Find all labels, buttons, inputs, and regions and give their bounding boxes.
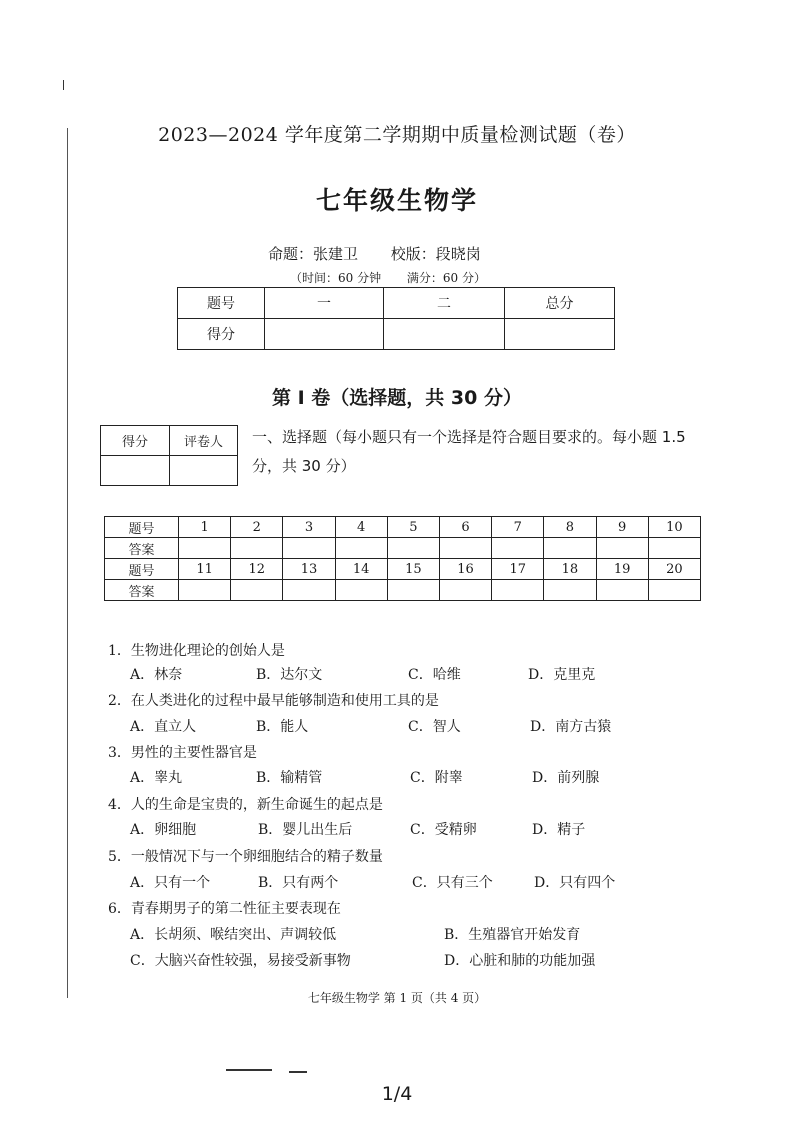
question-number: 4	[335, 517, 387, 538]
question-stem: 1．生物进化理论的创始人是	[108, 643, 285, 659]
question-number: 10	[648, 517, 700, 538]
answer-cell	[439, 580, 491, 601]
answer-cell	[231, 538, 283, 559]
scan-mark	[289, 1071, 307, 1073]
exam-time: （时间：60 分钟	[290, 271, 382, 285]
answer-cell	[648, 538, 700, 559]
question-number: 14	[335, 559, 387, 580]
answer-cell	[231, 580, 283, 601]
option-a: A．长胡须、喉结突出、声调较低	[130, 927, 337, 943]
question-number: 1	[179, 517, 231, 538]
score-cell-part1	[265, 319, 384, 350]
option-b: B．只有两个	[258, 875, 339, 891]
option-a: A．睾丸	[130, 770, 183, 786]
page-counter: 1/4	[381, 1083, 413, 1105]
score-cell-part2	[384, 319, 505, 350]
answer-cell	[596, 538, 648, 559]
question-number: 12	[231, 559, 283, 580]
answer-cell	[492, 538, 544, 559]
grader-table	[100, 425, 238, 486]
author: 命题：张建卫	[268, 245, 359, 263]
option-b: B．婴儿出生后	[258, 822, 353, 838]
row-label: 答案	[105, 538, 179, 559]
answer-cell	[283, 580, 335, 601]
option-b: B．输精管	[256, 770, 323, 786]
question-number: 9	[596, 517, 648, 538]
section-instruction: 一、选择题（每小题只有一个选择是符合题目要求的。每小题 1.5 分，共 30 分）	[252, 428, 686, 475]
question-number: 11	[179, 559, 231, 580]
question-stem: 5．一般情况下与一个卵细胞结合的精子数量	[108, 849, 383, 865]
grader-label: 评卷人	[170, 426, 238, 456]
option-d: D．只有四个	[534, 875, 616, 891]
answer-cell	[492, 580, 544, 601]
option-d: D．克里克	[528, 667, 596, 683]
section-title: 第 Ⅰ 卷（选择题，共 30 分）	[272, 387, 522, 409]
answer-cell	[283, 538, 335, 559]
question-number: 18	[544, 559, 596, 580]
question-number: 6	[439, 517, 491, 538]
answer-cell	[648, 580, 700, 601]
score-table-score-row	[178, 319, 615, 350]
question-number: 13	[283, 559, 335, 580]
answer-cell	[387, 580, 439, 601]
row-label: 答案	[105, 580, 179, 601]
option-c: C．大脑兴奋性较强，易接受新事物	[130, 953, 351, 969]
grader-name-cell	[170, 456, 238, 486]
score-header-cell: 一	[265, 288, 384, 319]
option-a: A．直立人	[130, 719, 197, 735]
question-number: 3	[283, 517, 335, 538]
grader-score-label: 得分	[101, 426, 170, 456]
score-header-cell: 二	[384, 288, 505, 319]
answer-cell	[544, 538, 596, 559]
score-table	[177, 287, 615, 350]
option-a: A．卵细胞	[130, 822, 197, 838]
question-number: 19	[596, 559, 648, 580]
exam-info	[290, 269, 508, 286]
binding-line	[67, 128, 68, 998]
option-b: B．生殖器官开始发育	[444, 927, 581, 943]
option-a: A．林奈	[130, 667, 183, 683]
answer-number-row	[105, 559, 701, 580]
question-number: 7	[492, 517, 544, 538]
answer-cell	[596, 580, 648, 601]
row-label: 题号	[105, 559, 179, 580]
author-line	[268, 243, 509, 264]
option-d: D．南方古猿	[530, 719, 612, 735]
score-row-label: 得分	[178, 319, 265, 350]
score-cell-total	[505, 319, 615, 350]
option-c: C．哈维	[408, 667, 461, 683]
question-stem: 2．在人类进化的过程中最早能够制造和使用工具的是	[108, 693, 439, 709]
option-b: B．能人	[256, 719, 309, 735]
grader-score-cell	[101, 456, 170, 486]
answer-cell	[387, 538, 439, 559]
question-number: 5	[387, 517, 439, 538]
option-c: C．受精卵	[410, 822, 477, 838]
answer-cell	[335, 580, 387, 601]
answer-cell	[179, 538, 231, 559]
option-c: C．只有三个	[412, 875, 493, 891]
score-header-cell: 题号	[178, 288, 265, 319]
question-number: 2	[231, 517, 283, 538]
exam-subject: 七年级生物学	[315, 186, 478, 215]
question-number: 16	[439, 559, 491, 580]
option-a: A．只有一个	[130, 875, 211, 891]
proofreader: 校版：段晓岗	[390, 245, 481, 263]
question-stem: 6．青春期男子的第二性征主要表现在	[108, 901, 341, 917]
answer-blank-row	[105, 580, 701, 601]
scan-mark	[226, 1069, 272, 1071]
question-stem: 4．人的生命是宝贵的，新生命诞生的起点是	[108, 797, 383, 813]
answer-cell	[335, 538, 387, 559]
answer-cell	[544, 580, 596, 601]
question-number: 8	[544, 517, 596, 538]
question-stem: 3．男性的主要性器官是	[108, 745, 257, 761]
option-c: C．附睾	[410, 770, 463, 786]
option-b: B．达尔文	[256, 667, 323, 683]
answer-cell	[179, 580, 231, 601]
question-number: 15	[387, 559, 439, 580]
margin-mark	[63, 80, 64, 90]
question-number: 17	[492, 559, 544, 580]
full-score: 满分：60 分）	[406, 271, 487, 285]
answer-number-row	[105, 517, 701, 538]
option-d: D．心脏和肺的功能加强	[444, 953, 596, 969]
option-c: C．智人	[408, 719, 461, 735]
option-d: D．精子	[532, 822, 586, 838]
answer-table	[104, 516, 701, 601]
row-label: 题号	[105, 517, 179, 538]
answer-blank-row	[105, 538, 701, 559]
page-footer: 七年级生物学 第 1 页（共 4 页）	[307, 991, 487, 1005]
score-header-cell: 总分	[505, 288, 615, 319]
score-table-header-row	[178, 288, 615, 319]
answer-cell	[439, 538, 491, 559]
option-d: D．前列腺	[532, 770, 600, 786]
exam-title: 2023—2024 学年度第二学期期中质量检测试题（卷）	[158, 124, 636, 146]
question-number: 20	[648, 559, 700, 580]
